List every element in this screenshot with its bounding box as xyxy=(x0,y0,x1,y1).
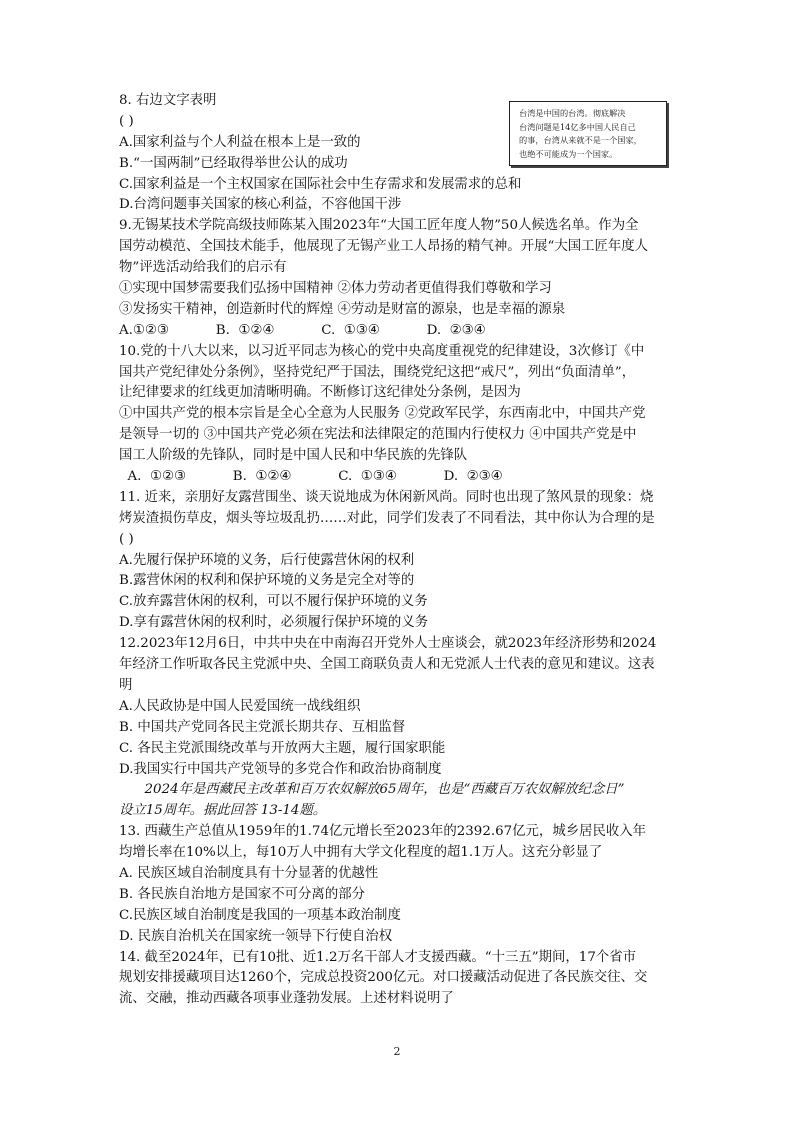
statement-line: ①实现中国梦需要我们弘扬中国精神 ②体力劳动者更值得我们尊敬和学习 xyxy=(119,281,552,297)
option-b: B.“一国两制”已经取得举世公认的成功 xyxy=(119,155,348,171)
option-a: A.先履行保护环境的义务，后行使露营休闲的权利 xyxy=(119,552,415,568)
answer-blank: ( ) xyxy=(119,113,134,129)
choice-options: A. ①②③ B. ①②④ C. ①③④ D. ②③④ xyxy=(119,469,503,485)
quote-line: 台湾是中国的台湾。彻底解决 xyxy=(519,108,626,118)
question-11-stem: 烤炭渣损伤草皮，烟头等垃圾乱扔……对此，同学们发表了不同看法，其中你认为合理的是 xyxy=(119,510,655,526)
page-number: 2 xyxy=(393,1045,401,1058)
option-d: D.我国实行中国共产党领导的多党合作和政治协商制度 xyxy=(119,761,442,777)
quote-line: 台湾问题是14亿多中国人民自己 xyxy=(519,121,636,132)
question-12-stem: 明 xyxy=(119,677,133,693)
quote-line: 的事，台湾从来就不是一个国家， xyxy=(519,135,642,146)
question-14-stem: 流、交融，推动西藏各项事业蓬勃发展。上述材料说明了 xyxy=(119,991,454,1007)
question-13-stem: 13. 西藏生产总值从1959年的1.74亿元增长至2023年的2392.67亿元，城乡居民收入年 xyxy=(119,824,647,840)
statement-line: 国工人阶级的先锋队，同时是中国人民和中华民族的先锋队 xyxy=(119,448,468,464)
question-10-stem: 让纪律要求的红线更加清晰明确。不断修订这纪律处分条例，是因为 xyxy=(119,385,521,401)
option-c: C.放弃露营休闲的权利，可以不履行保护环境的义务 xyxy=(119,594,428,610)
statement-line: ①中国共产党的根本宗旨是全心全意为人民服务 ②党政军民学，东西南北中，中国共产党 xyxy=(119,406,646,422)
option-c: C.民族区域自治制度是我国的一项基本政治制度 xyxy=(119,907,401,923)
question-9-stem: 物”评选活动给我们的启示有 xyxy=(119,260,287,276)
question-14-stem: 14. 截至2024年，已有10批、近1.2万名干部人才支援西藏。“十三五”期间，17个省市 xyxy=(119,949,637,965)
quote-line: 也绝不可能成为一个国家。 xyxy=(519,148,618,159)
question-13-stem: 均增长率在10%以上，每10万人中拥有大学文化程度的超1.1万人。这充分彰显了 xyxy=(119,845,603,861)
option-d: D.享有露营休闲的权利时，必须履行保护环境的义务 xyxy=(119,615,429,631)
statement-line: ③发扬实干精神，创造新时代的辉煌 ④劳动是财富的源泉，也是幸福的源泉 xyxy=(119,301,566,317)
choice-options: A.①②③ B. ①②④ C. ①③④ D. ②③④ xyxy=(119,322,486,338)
question-text xyxy=(119,91,679,1010)
option-b: B. 各民族自治地方是国家不可分离的部分 xyxy=(119,886,365,902)
option-c: C.国家利益是一个主权国家在国际社会中生存需求和发展需求的总和 xyxy=(119,176,522,192)
option-a: A.人民政协是中国人民爱国统一战线组织 xyxy=(119,698,361,714)
material-intro: 2024年是西藏民主改革和百万农奴解放65周年，也是“西藏百万农奴解放纪念日” xyxy=(119,782,625,798)
answer-blank: ( ) xyxy=(119,531,134,547)
question-12-stem: 12.2023年12月6日，中共中央在中南海召开党外人士座谈会，就2023年经济形势和2024 xyxy=(119,636,657,652)
question-11-stem: 11. 近来，亲朋好友露营围坐、谈天说地成为休闲新风尚。同时也出现了煞风景的现象：烧 xyxy=(119,489,654,505)
material-intro: 设立15周年。据此回答 13-14题。 xyxy=(119,803,327,819)
question-8-stem: 8. 右边文字表明 xyxy=(119,93,217,108)
option-a: A.国家利益与个人利益在根本上是一致的 xyxy=(119,134,361,150)
option-d: D. 民族自治机关在国家统一领导下行使自治权 xyxy=(119,928,393,944)
option-b: B.露营休闲的权利和保护环境的义务是完全对等的 xyxy=(119,573,415,589)
option-c: C. 各民主党派围绕改革与开放两大主题，履行国家职能 xyxy=(119,740,446,756)
question-12-stem: 年经济工作听取各民主党派中央、全国工商联负责人和无党派人士代表的意见和建议。这表 xyxy=(119,657,655,673)
question-9-stem: 国劳动模范、全国技术能手，他展现了无锡产业工人昂扬的精气神。开展“大国工匠年度人 xyxy=(119,239,649,255)
question-10-stem: 国共产党纪律处分条例》，坚持党纪严于国法，围绕党纪这把“戒尺”，列出“负面清单”， xyxy=(119,364,636,380)
statement-line: 是领导一切的 ③中国共产党必须在宪法和法律限定的范围内行使权力 ④中国共产党是中 xyxy=(119,427,637,443)
question-14-stem: 规划安排援藏项目达1260个，完成总投资200亿元。对口援藏活动促进了各民族交往、交 xyxy=(119,970,648,986)
question-10-stem: 10.党的十八大以来，以习近平同志为核心的党中央高度重视党的纪律建设，3次修订《中 xyxy=(119,343,645,359)
option-a: A. 民族区域自治制度具有十分显著的优越性 xyxy=(119,865,379,881)
option-d: D.台湾问题事关国家的核心利益，不容他国干涉 xyxy=(119,197,402,213)
option-b: B. 中国共产党同各民主党派长期共存、互相监督 xyxy=(119,719,406,735)
question-9-stem: 9.无锡某技术学院高级技师陈某入围2023年“大国工匠年度人物”50人候选名单。作为全 xyxy=(119,218,639,234)
